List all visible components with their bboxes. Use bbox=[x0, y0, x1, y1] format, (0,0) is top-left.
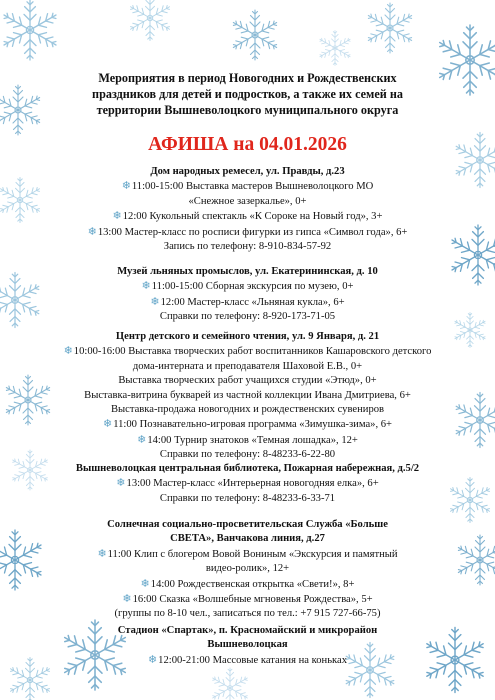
event-line-text: 14:00 Рождественская открытка «Свети!», 8+ bbox=[150, 578, 355, 590]
event-line bbox=[0, 179, 495, 194]
event-line-text: Справки по телефону: 8-48233-6-22-80 bbox=[159, 449, 336, 461]
snowflake-bullet-icon: ❄ bbox=[112, 210, 122, 223]
event-line-text: видео-ролик», 12+ bbox=[205, 563, 290, 575]
event-line bbox=[0, 417, 495, 432]
snowflake-bullet-icon: ❄ bbox=[137, 433, 147, 446]
event-line-text: 12:00 Кукольный спектакль «К Сороке на Новый год», 3+ bbox=[122, 211, 383, 223]
event-line-text: 11:00 Познавательно-игровая программа «Зимушка-зима», 6+ bbox=[113, 419, 393, 431]
event-line bbox=[0, 403, 495, 417]
event-line bbox=[0, 279, 495, 294]
intro-line: Мероприятия в период Новогодних и Рождественских bbox=[98, 71, 397, 85]
event-line-text: 12:00 Мастер-класс «Льняная кукла», 6+ bbox=[160, 296, 345, 308]
event-block bbox=[0, 518, 495, 622]
event-line-text: 11:00-15:00 Сборная экскурсия по музею, 0+ bbox=[151, 281, 354, 293]
event-line bbox=[0, 476, 495, 491]
event-line bbox=[0, 360, 495, 374]
event-venue: Дом народных ремесел, ул. Правды, д.23 bbox=[150, 166, 345, 177]
event-line-text: (группы по 8-10 чел., записаться по тел.: +7 915 727-66-75) bbox=[114, 608, 381, 620]
event-line bbox=[0, 195, 495, 209]
event-block bbox=[0, 330, 495, 463]
intro-line: праздников для детей и подростков, а также их семей на bbox=[92, 87, 403, 101]
snowflake-bullet-icon: ❄ bbox=[150, 295, 160, 308]
event-line-text: Выставка творческих работ учащихся студии «Этюд», 0+ bbox=[118, 375, 377, 387]
event-venue: СВЕТА», Ванчакова линия, д.27 bbox=[170, 533, 325, 545]
event-line-text: 14:00 Турнир знатоков «Темная лошадка», 12+ bbox=[147, 434, 358, 446]
event-line bbox=[0, 492, 495, 506]
event-line-text: 12:00-21:00 Массовые катания на коньках bbox=[158, 654, 348, 666]
event-venue: Солнечная социально-просветительская Служба «Больше bbox=[107, 519, 388, 530]
event-line bbox=[0, 374, 495, 388]
event-line-text: Запись по телефону: 8-910-834-57-92 bbox=[163, 241, 332, 253]
snowflake-bullet-icon: ❄ bbox=[147, 653, 158, 666]
event-line-text: 11:00 Клип с блогером Вовой Вониным «Экскурсия и памятный bbox=[107, 548, 398, 560]
event-line bbox=[0, 577, 495, 592]
event-line bbox=[0, 592, 495, 607]
event-venue: Центр детского и семейного чтения, ул. 9 Января, д. 21 bbox=[115, 331, 380, 342]
event-line bbox=[0, 433, 495, 448]
event-line-text: Выставка-продажа новогодних и рождественских сувениров bbox=[110, 404, 385, 416]
event-line-text: Справки по телефону: 8-48233-6-33-71 bbox=[159, 492, 336, 504]
event-line bbox=[0, 653, 495, 668]
intro-line: территории Вышневолоцкого муниципального округа bbox=[96, 103, 399, 117]
event-line bbox=[0, 344, 495, 359]
event-block bbox=[0, 165, 495, 254]
event-line bbox=[0, 607, 495, 621]
event-venue: Стадион «Спартак», п. Красномайский и микрорайон bbox=[117, 625, 378, 636]
event-line bbox=[0, 225, 495, 240]
event-venue: Вышневолоцкая bbox=[207, 639, 288, 651]
event-block bbox=[0, 624, 495, 668]
event-line-text: 13:00 Мастер-класс «Интерьерная новогодняя елка», 6+ bbox=[126, 478, 379, 490]
event-line bbox=[0, 562, 495, 576]
event-block bbox=[0, 462, 495, 506]
event-line bbox=[0, 389, 495, 403]
event-line-text: дома-интерната и преподавателя Шаховой Е.В., 0+ bbox=[132, 360, 363, 372]
event-venue: Музей льняных промыслов, ул. Екатерининская, д. 10 bbox=[117, 266, 378, 277]
event-line bbox=[0, 240, 495, 254]
event-line-text: 13:00 Мастер-класс по росписи фигурки из гипса «Символ года», 6+ bbox=[97, 226, 408, 238]
event-venue: Вышневолоцкая центральная библиотека, Пожарная набережная, д.5/2 bbox=[75, 463, 420, 474]
snowflake-bullet-icon: ❄ bbox=[97, 547, 107, 560]
snowflake-bullet-icon: ❄ bbox=[122, 593, 132, 606]
event-line-text: «Снежное зазеркалье», 0+ bbox=[188, 195, 307, 207]
event-line bbox=[0, 209, 495, 224]
snowflake-bullet-icon: ❄ bbox=[87, 225, 97, 238]
snowflake-bullet-icon: ❄ bbox=[141, 280, 151, 293]
event-line bbox=[0, 295, 495, 310]
snowflake-bullet-icon: ❄ bbox=[121, 180, 131, 193]
snowflake-bullet-icon: ❄ bbox=[116, 477, 126, 490]
event-line bbox=[0, 547, 495, 562]
event-line bbox=[0, 310, 495, 324]
event-line-text: 16:00 Сказка «Волшебные мгновенья Рождества», 5+ bbox=[132, 594, 373, 606]
snowflake-bullet-icon: ❄ bbox=[102, 418, 113, 431]
event-line bbox=[0, 448, 495, 462]
snowflake-bullet-icon: ❄ bbox=[63, 345, 73, 358]
event-block bbox=[0, 265, 495, 325]
snowflake-bullet-icon: ❄ bbox=[140, 577, 150, 590]
intro-heading bbox=[60, 70, 435, 118]
event-line-text: Справки по телефону: 8-920-173-71-05 bbox=[159, 311, 336, 323]
event-line-text: 11:00-15:00 Выставка мастеров Вышневолоцкого МО bbox=[131, 181, 374, 193]
event-line-text: 10:00-16:00 Выставка творческих работ воспитанников Кашаровского детского bbox=[73, 346, 432, 358]
afisha-title: АФИША на 04.01.2026 bbox=[148, 134, 347, 155]
event-line-text: Выставка-витрина букварей из частной коллекции Ивана Дмитриева, 6+ bbox=[84, 389, 411, 401]
